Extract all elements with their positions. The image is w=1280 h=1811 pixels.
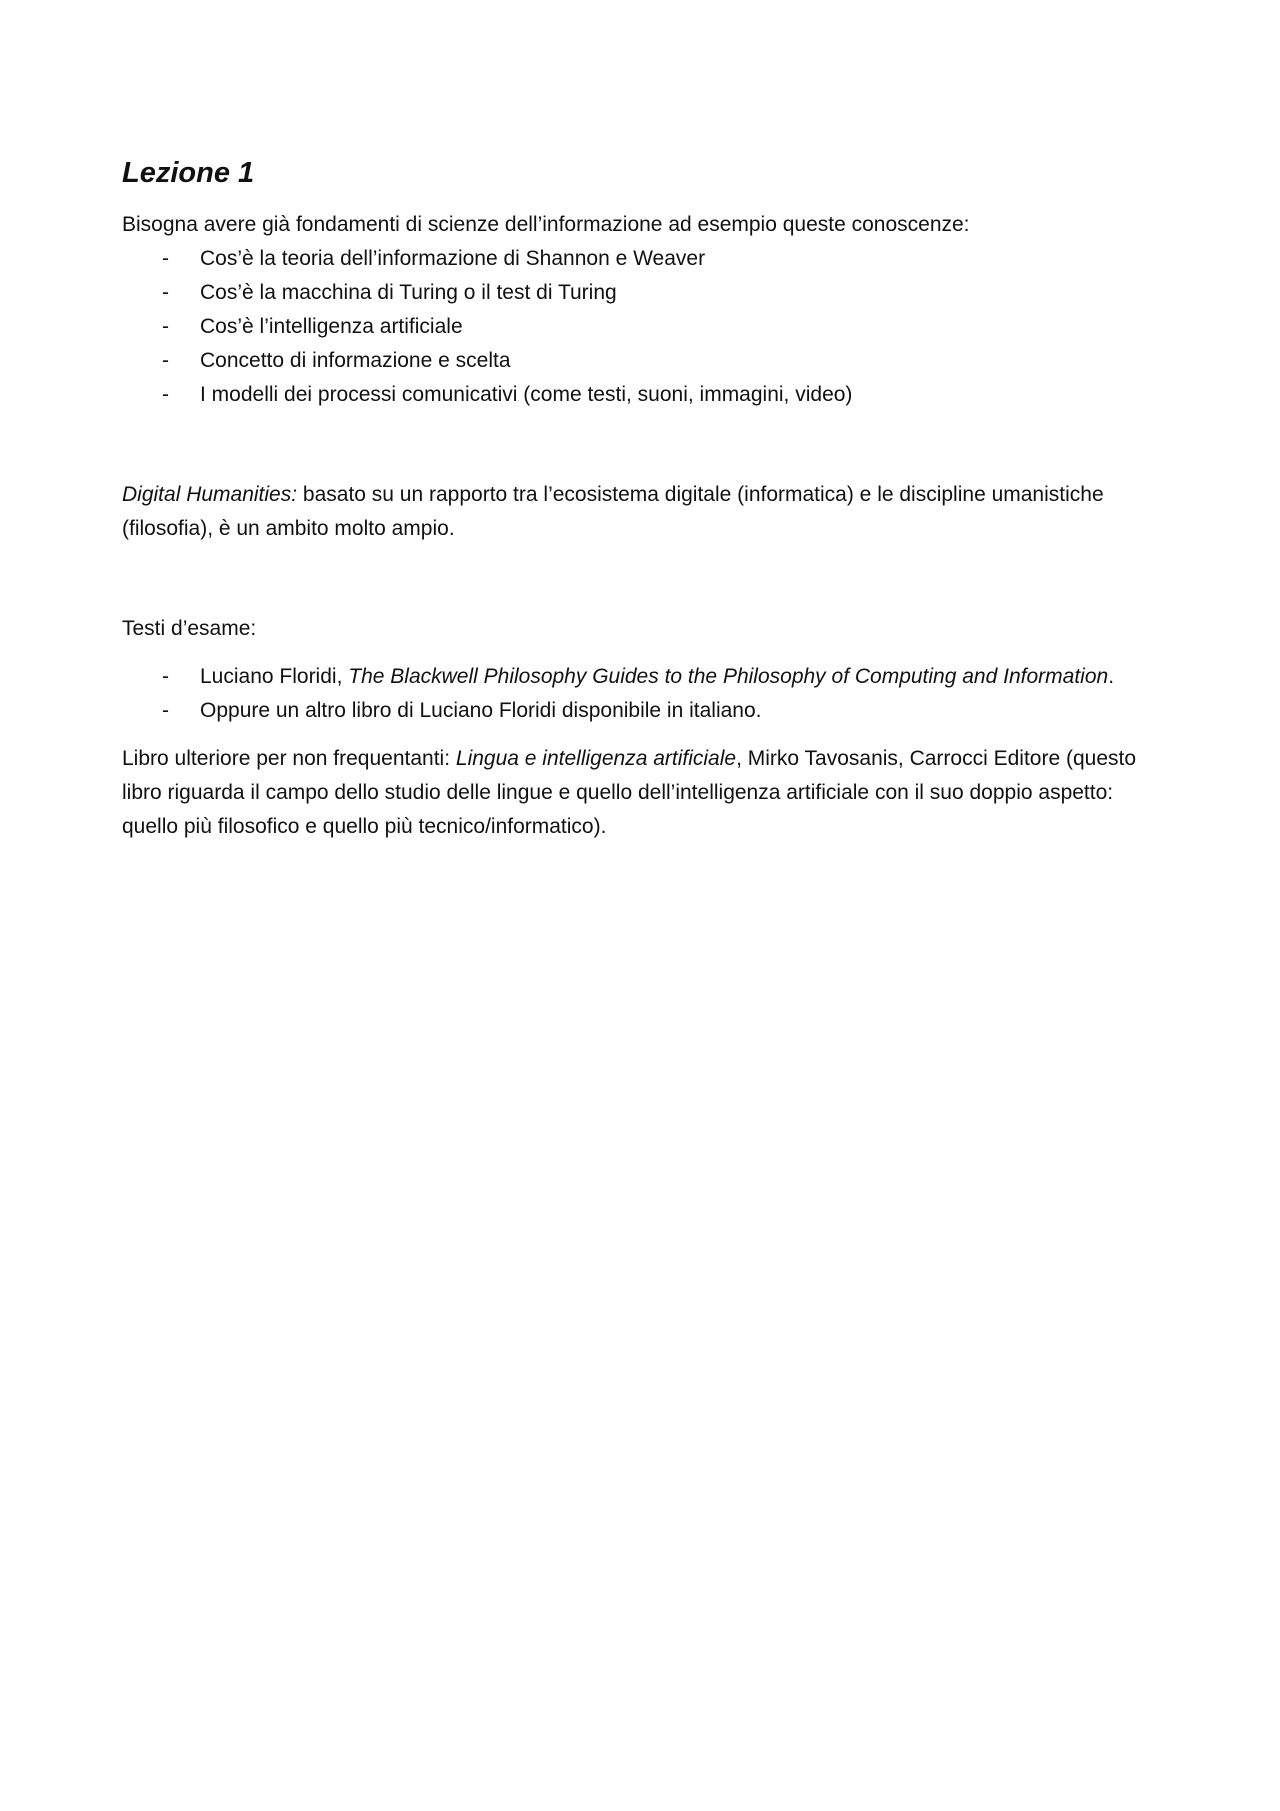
extra-suffix: , Mirko Tavosanis, Carrocci Editore (questo libro riguarda il campo dello studio delle lingue e quello dell’intelligenza artificiale con il suo doppio aspetto: quello più filosofico e quello più tecnico/informatico).: [122, 747, 1137, 838]
list-item-text: Cos’è la teoria dell’informazione di Shannon e Weaver: [200, 247, 706, 270]
lesson-heading: Lezione 1: [122, 157, 255, 189]
prerequisites-list: [122, 242, 1172, 412]
dh-term: Digital Humanities:: [122, 483, 298, 506]
exam-books-list: [122, 660, 1172, 728]
dh-text: basato su un rapporto tra l’ecosistema digitale (informatica) e le discipline umanistiche (filosofia), è un ambito molto ampio.: [122, 483, 1104, 540]
list-item-text: Cos’è la macchina di Turing o il test di Turing: [200, 281, 617, 304]
list-item: [122, 378, 1172, 412]
spacer: [122, 728, 1172, 742]
book2-text: Oppure un altro libro di Luciano Floridi disponibile in italiano.: [200, 699, 762, 722]
bullet-dash: -: [162, 247, 169, 270]
intro-paragraph: Bisogna avere già fondamenti di scienze dell’informazione ad esempio queste conoscenze:: [122, 213, 970, 236]
list-item: [122, 242, 1172, 276]
list-item: [122, 344, 1172, 378]
bullet-dash: -: [162, 349, 169, 372]
bullet-dash: -: [162, 699, 169, 722]
book1-suffix: .: [1108, 665, 1115, 688]
document-page: [122, 154, 1172, 844]
extra-title: Lingua e intelligenza artificiale: [455, 747, 737, 770]
spacer: [122, 412, 1172, 478]
bullet-dash: -: [162, 665, 169, 688]
book1-prefix: Luciano Floridi,: [200, 665, 349, 688]
spacer: [122, 646, 1172, 660]
exam-texts-label: Testi d’esame:: [122, 617, 257, 640]
list-item: [122, 310, 1172, 344]
bullet-dash: -: [162, 315, 169, 338]
bullet-dash: -: [162, 281, 169, 304]
spacer: [122, 546, 1172, 612]
list-item-text: Cos’è l’intelligenza artificiale: [200, 315, 463, 338]
list-item-text: Concetto di informazione e scelta: [200, 349, 511, 372]
extra-book-paragraph: [122, 742, 1172, 844]
extra-prefix: Libro ulteriore per non frequentanti:: [122, 747, 456, 770]
digital-humanities-paragraph: [122, 478, 1172, 546]
list-item-text: I modelli dei processi comunicativi (come testi, suoni, immagini, video): [200, 383, 853, 406]
list-item: [122, 276, 1172, 310]
list-item: [122, 694, 1172, 728]
bullet-dash: -: [162, 383, 169, 406]
list-item: [122, 660, 1172, 694]
book1-title: The Blackwell Philosophy Guides to the Philosophy of Computing and Information: [348, 665, 1109, 688]
